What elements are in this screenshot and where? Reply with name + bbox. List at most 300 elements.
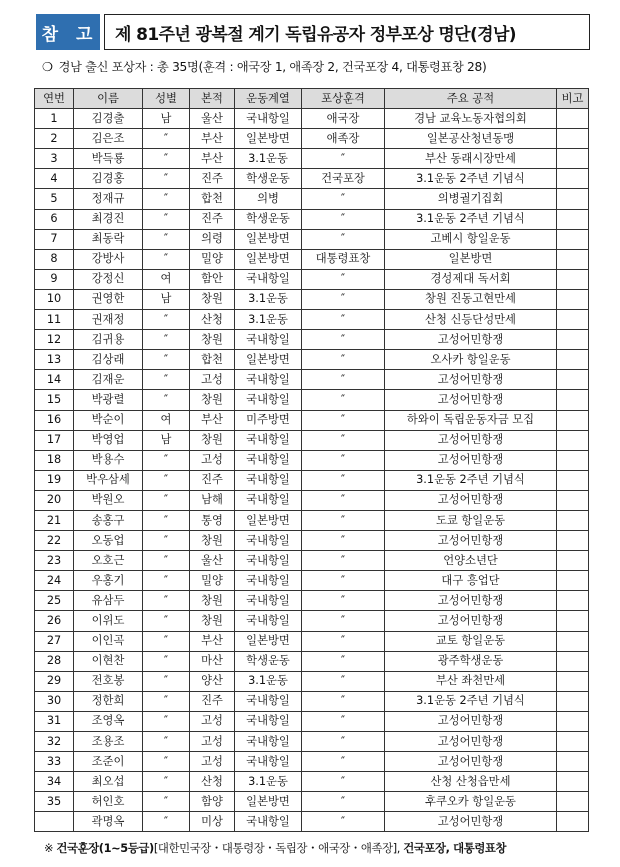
cell-origin: 진주 <box>190 691 235 711</box>
cell-name: 송홍구 <box>74 510 143 530</box>
cell-movement: 3.1운동 <box>235 310 302 330</box>
cell-award: ″ <box>302 732 385 752</box>
cell-number: 3 <box>35 149 74 169</box>
cell-achievement: 고성어민항쟁 <box>385 450 557 470</box>
cell-movement: 국내항일 <box>235 611 302 631</box>
table-row <box>35 229 589 249</box>
cell-remarks <box>557 350 589 370</box>
cell-number: 20 <box>35 490 74 510</box>
cell-movement: 국내항일 <box>235 269 302 289</box>
cell-award: ″ <box>302 812 385 832</box>
table-row <box>35 129 589 149</box>
cell-achievement: 의병궐기집회 <box>385 189 557 209</box>
cell-remarks <box>557 289 589 309</box>
cell-origin: 부산 <box>190 129 235 149</box>
cell-gender: ″ <box>143 711 190 731</box>
cell-award: ″ <box>302 631 385 651</box>
cell-name: 박영업 <box>74 430 143 450</box>
award-footnote <box>44 840 614 856</box>
cell-gender: ″ <box>143 189 190 209</box>
cell-movement: 일본방면 <box>235 129 302 149</box>
cell-name: 이인곡 <box>74 631 143 651</box>
table-row <box>35 370 589 390</box>
table-row <box>35 450 589 470</box>
cell-origin: 창원 <box>190 289 235 309</box>
cell-remarks <box>557 631 589 651</box>
cell-name: 박용수 <box>74 450 143 470</box>
cell-award: ″ <box>302 209 385 229</box>
cell-gender: ″ <box>143 531 190 551</box>
cell-gender: ″ <box>143 510 190 530</box>
cell-gender: ″ <box>143 249 190 269</box>
cell-gender: ″ <box>143 370 190 390</box>
cell-origin: 창원 <box>190 611 235 631</box>
cell-origin: 부산 <box>190 149 235 169</box>
cell-origin: 함양 <box>190 792 235 812</box>
cell-name: 곽명옥 <box>74 812 143 832</box>
table-row <box>35 812 589 832</box>
table-row <box>35 691 589 711</box>
cell-movement: 국내항일 <box>235 591 302 611</box>
cell-gender: ″ <box>143 792 190 812</box>
cell-origin: 부산 <box>190 410 235 430</box>
cell-movement: 일본방면 <box>235 229 302 249</box>
cell-remarks <box>557 611 589 631</box>
cell-achievement: 고성어민항쟁 <box>385 390 557 410</box>
cell-gender: ″ <box>143 571 190 591</box>
cell-movement: 일본방면 <box>235 792 302 812</box>
cell-name: 조용조 <box>74 732 143 752</box>
cell-movement: 일본방면 <box>235 631 302 651</box>
cell-number <box>35 812 74 832</box>
cell-origin: 고성 <box>190 450 235 470</box>
cell-achievement: 대구 흥업단 <box>385 571 557 591</box>
cell-gender: ″ <box>143 310 190 330</box>
cell-number: 9 <box>35 269 74 289</box>
cell-number: 27 <box>35 631 74 651</box>
cell-number: 16 <box>35 410 74 430</box>
cell-remarks <box>557 651 589 671</box>
cell-award: 건국포장 <box>302 169 385 189</box>
table-row <box>35 510 589 530</box>
cell-origin: 밀양 <box>190 249 235 269</box>
cell-remarks <box>557 691 589 711</box>
cell-name: 박광렬 <box>74 390 143 410</box>
table-row <box>35 470 589 490</box>
cell-movement: 의병 <box>235 189 302 209</box>
col-header-number: 연번 <box>35 89 74 109</box>
table-row <box>35 289 589 309</box>
cell-origin: 진주 <box>190 169 235 189</box>
cell-number: 6 <box>35 209 74 229</box>
cell-remarks <box>557 510 589 530</box>
cell-award: ″ <box>302 330 385 350</box>
cell-name: 이위도 <box>74 611 143 631</box>
cell-origin: 고성 <box>190 732 235 752</box>
cell-achievement: 언양소년단 <box>385 551 557 571</box>
cell-award: ″ <box>302 470 385 490</box>
table-row <box>35 350 589 370</box>
cell-achievement: 하와이 독립운동자금 모집 <box>385 410 557 430</box>
cell-number: 8 <box>35 249 74 269</box>
cell-number: 2 <box>35 129 74 149</box>
cell-name: 최동락 <box>74 229 143 249</box>
cell-achievement: 고성어민항쟁 <box>385 812 557 832</box>
cell-name: 권영한 <box>74 289 143 309</box>
cell-number: 25 <box>35 591 74 611</box>
cell-remarks <box>557 310 589 330</box>
table-row <box>35 611 589 631</box>
cell-achievement: 고성어민항쟁 <box>385 611 557 631</box>
cell-award: ″ <box>302 430 385 450</box>
cell-remarks <box>557 410 589 430</box>
cell-name: 전호봉 <box>74 671 143 691</box>
table-row <box>35 631 589 651</box>
cell-movement: 국내항일 <box>235 732 302 752</box>
cell-name: 김상래 <box>74 350 143 370</box>
cell-award: ″ <box>302 410 385 430</box>
cell-gender: ″ <box>143 229 190 249</box>
table-body <box>35 109 589 832</box>
table-row <box>35 169 589 189</box>
cell-gender: ″ <box>143 169 190 189</box>
cell-remarks <box>557 792 589 812</box>
cell-name: 김경출 <box>74 109 143 129</box>
cell-remarks <box>557 752 589 772</box>
cell-number: 10 <box>35 289 74 309</box>
cell-movement: 국내항일 <box>235 711 302 731</box>
cell-movement: 3.1운동 <box>235 772 302 792</box>
cell-movement: 국내항일 <box>235 430 302 450</box>
table-row <box>35 269 589 289</box>
cell-movement: 국내항일 <box>235 812 302 832</box>
cell-award: ″ <box>302 531 385 551</box>
cell-origin: 산청 <box>190 310 235 330</box>
table-row <box>35 149 589 169</box>
cell-number: 26 <box>35 611 74 631</box>
cell-award: ″ <box>302 772 385 792</box>
cell-movement: 국내항일 <box>235 490 302 510</box>
cell-remarks <box>557 430 589 450</box>
cell-achievement: 산청 신등단성만세 <box>385 310 557 330</box>
footnote-bold-medals: 건국포장, 대통령표창 <box>403 841 507 855</box>
cell-movement: 국내항일 <box>235 531 302 551</box>
table-row <box>35 490 589 510</box>
cell-name: 정한희 <box>74 691 143 711</box>
cell-name: 김경홍 <box>74 169 143 189</box>
cell-name: 우홍기 <box>74 571 143 591</box>
cell-origin: 부산 <box>190 631 235 651</box>
cell-name: 조영옥 <box>74 711 143 731</box>
cell-achievement: 고성어민항쟁 <box>385 591 557 611</box>
cell-remarks <box>557 812 589 832</box>
cell-number: 29 <box>35 671 74 691</box>
cell-number: 18 <box>35 450 74 470</box>
footnote-mark: ※ <box>44 841 54 855</box>
table-row <box>35 732 589 752</box>
cell-remarks <box>557 129 589 149</box>
cell-movement: 3.1운동 <box>235 289 302 309</box>
table-row <box>35 209 589 229</box>
cell-remarks <box>557 330 589 350</box>
document-title: 제 81주년 광복절 계기 독립유공자 정부포상 명단(경남) <box>104 14 590 50</box>
cell-name: 이현찬 <box>74 651 143 671</box>
cell-movement: 학생운동 <box>235 209 302 229</box>
cell-origin: 진주 <box>190 470 235 490</box>
cell-origin: 창원 <box>190 390 235 410</box>
cell-number: 22 <box>35 531 74 551</box>
footnote-order-grades: [대한민국장・대통령장・독립장・애국장・애족장], <box>153 841 400 855</box>
cell-name: 김은조 <box>74 129 143 149</box>
cell-origin: 울산 <box>190 109 235 129</box>
cell-award: ″ <box>302 269 385 289</box>
cell-remarks <box>557 209 589 229</box>
cell-number: 24 <box>35 571 74 591</box>
cell-movement: 국내항일 <box>235 551 302 571</box>
cell-number: 31 <box>35 711 74 731</box>
cell-movement: 국내항일 <box>235 450 302 470</box>
table-row <box>35 109 589 129</box>
cell-gender: ″ <box>143 752 190 772</box>
table-row <box>35 671 589 691</box>
cell-number: 32 <box>35 732 74 752</box>
cell-gender: ″ <box>143 671 190 691</box>
col-header-origin: 본적 <box>190 89 235 109</box>
table-row <box>35 571 589 591</box>
cell-number: 33 <box>35 752 74 772</box>
cell-gender: ″ <box>143 390 190 410</box>
cell-gender: ″ <box>143 812 190 832</box>
col-header-movement: 운동계열 <box>235 89 302 109</box>
cell-origin: 진주 <box>190 209 235 229</box>
cell-number: 17 <box>35 430 74 450</box>
cell-gender: ″ <box>143 551 190 571</box>
cell-gender: ″ <box>143 330 190 350</box>
table-row <box>35 792 589 812</box>
cell-award: ″ <box>302 310 385 330</box>
cell-name: 정재규 <box>74 189 143 209</box>
cell-award: ″ <box>302 551 385 571</box>
cell-number: 1 <box>35 109 74 129</box>
cell-award: ″ <box>302 370 385 390</box>
cell-name: 허인호 <box>74 792 143 812</box>
cell-achievement: 고성어민항쟁 <box>385 370 557 390</box>
cell-award: ″ <box>302 490 385 510</box>
cell-origin: 창원 <box>190 330 235 350</box>
cell-award: ″ <box>302 350 385 370</box>
cell-movement: 3.1운동 <box>235 149 302 169</box>
cell-origin: 의령 <box>190 229 235 249</box>
cell-award: ″ <box>302 571 385 591</box>
cell-number: 28 <box>35 651 74 671</box>
cell-award: ″ <box>302 671 385 691</box>
cell-gender: ″ <box>143 350 190 370</box>
cell-origin: 밀양 <box>190 571 235 591</box>
cell-number: 30 <box>35 691 74 711</box>
cell-movement: 국내항일 <box>235 691 302 711</box>
cell-number: 21 <box>35 510 74 530</box>
cell-remarks <box>557 772 589 792</box>
cell-gender: ″ <box>143 129 190 149</box>
cell-award: ″ <box>302 289 385 309</box>
cell-number: 11 <box>35 310 74 330</box>
cell-name: 김재운 <box>74 370 143 390</box>
cell-award: ″ <box>302 149 385 169</box>
circle-bullet-icon: ❍ <box>42 60 53 74</box>
cell-remarks <box>557 551 589 571</box>
col-header-name: 이름 <box>74 89 143 109</box>
cell-gender: ″ <box>143 149 190 169</box>
cell-gender: 남 <box>143 430 190 450</box>
cell-award: 애국장 <box>302 109 385 129</box>
cell-achievement: 고베시 항일운동 <box>385 229 557 249</box>
cell-remarks <box>557 531 589 551</box>
cell-remarks <box>557 189 589 209</box>
table-row <box>35 591 589 611</box>
cell-gender: ″ <box>143 631 190 651</box>
cell-origin: 양산 <box>190 671 235 691</box>
cell-remarks <box>557 169 589 189</box>
cell-achievement: 고성어민항쟁 <box>385 430 557 450</box>
cell-gender: ″ <box>143 772 190 792</box>
cell-achievement: 경성제대 독서회 <box>385 269 557 289</box>
cell-achievement: 후쿠오카 항일운동 <box>385 792 557 812</box>
cell-origin: 창원 <box>190 531 235 551</box>
cell-gender: ″ <box>143 651 190 671</box>
cell-achievement: 경남 교육노동자협의회 <box>385 109 557 129</box>
table-row <box>35 711 589 731</box>
awardee-summary <box>42 58 602 75</box>
cell-remarks <box>557 571 589 591</box>
cell-number: 15 <box>35 390 74 410</box>
cell-achievement: 도쿄 항일운동 <box>385 510 557 530</box>
cell-origin: 합천 <box>190 350 235 370</box>
cell-gender: 여 <box>143 269 190 289</box>
cell-origin: 창원 <box>190 430 235 450</box>
cell-award: ″ <box>302 651 385 671</box>
cell-achievement: 3.1운동 2주년 기념식 <box>385 691 557 711</box>
cell-gender: 남 <box>143 289 190 309</box>
cell-origin: 고성 <box>190 370 235 390</box>
cell-origin: 통영 <box>190 510 235 530</box>
cell-origin: 합천 <box>190 189 235 209</box>
cell-movement: 일본방면 <box>235 249 302 269</box>
cell-achievement: 일본공산청년동맹 <box>385 129 557 149</box>
cell-number: 13 <box>35 350 74 370</box>
cell-movement: 학생운동 <box>235 651 302 671</box>
cell-name: 강방사 <box>74 249 143 269</box>
cell-movement: 국내항일 <box>235 330 302 350</box>
cell-number: 35 <box>35 792 74 812</box>
cell-remarks <box>557 732 589 752</box>
cell-movement: 일본방면 <box>235 350 302 370</box>
table-row <box>35 189 589 209</box>
cell-movement: 일본방면 <box>235 510 302 530</box>
cell-name: 오호근 <box>74 551 143 571</box>
table-row <box>35 651 589 671</box>
table-row <box>35 752 589 772</box>
cell-origin: 고성 <box>190 711 235 731</box>
cell-achievement: 고성어민항쟁 <box>385 490 557 510</box>
summary-text: 경남 출신 포상자 : 총 35명(훈격 : 애국장 1, 애족장 2, 건국포장 4, 대통령표창 28) <box>58 60 487 74</box>
cell-name: 오동업 <box>74 531 143 551</box>
cell-achievement: 고성어민항쟁 <box>385 330 557 350</box>
cell-name: 박순이 <box>74 410 143 430</box>
cell-award: ″ <box>302 189 385 209</box>
cell-name: 박원오 <box>74 490 143 510</box>
cell-origin: 창원 <box>190 591 235 611</box>
cell-achievement: 산청 산청읍만세 <box>385 772 557 792</box>
cell-origin: 산청 <box>190 772 235 792</box>
cell-movement: 국내항일 <box>235 752 302 772</box>
cell-achievement: 부산 동래시장만세 <box>385 149 557 169</box>
cell-achievement: 광주학생운동 <box>385 651 557 671</box>
cell-name: 유삼두 <box>74 591 143 611</box>
cell-movement: 국내항일 <box>235 109 302 129</box>
table-row <box>35 551 589 571</box>
cell-name: 조준이 <box>74 752 143 772</box>
cell-number: 5 <box>35 189 74 209</box>
cell-gender: ″ <box>143 470 190 490</box>
cell-origin: 울산 <box>190 551 235 571</box>
cell-number: 14 <box>35 370 74 390</box>
cell-remarks <box>557 269 589 289</box>
table-header-row <box>35 89 589 109</box>
cell-number: 34 <box>35 772 74 792</box>
cell-remarks <box>557 109 589 129</box>
cell-award: ″ <box>302 229 385 249</box>
awardee-table <box>34 88 589 832</box>
cell-award: ″ <box>302 591 385 611</box>
cell-remarks <box>557 249 589 269</box>
cell-gender: ″ <box>143 450 190 470</box>
cell-award: 대통령표창 <box>302 249 385 269</box>
cell-name: 박우삼세 <box>74 470 143 490</box>
cell-achievement: 고성어민항쟁 <box>385 531 557 551</box>
cell-movement: 국내항일 <box>235 470 302 490</box>
cell-remarks <box>557 671 589 691</box>
cell-achievement: 3.1운동 2주년 기념식 <box>385 209 557 229</box>
cell-remarks <box>557 470 589 490</box>
cell-origin: 함안 <box>190 269 235 289</box>
cell-gender: 남 <box>143 109 190 129</box>
cell-number: 7 <box>35 229 74 249</box>
table-row <box>35 531 589 551</box>
cell-number: 12 <box>35 330 74 350</box>
cell-movement: 국내항일 <box>235 390 302 410</box>
cell-achievement: 창원 진동고현만세 <box>385 289 557 309</box>
cell-gender: ″ <box>143 611 190 631</box>
cell-award: ″ <box>302 792 385 812</box>
cell-name: 권재정 <box>74 310 143 330</box>
cell-remarks <box>557 450 589 470</box>
cell-award: ″ <box>302 711 385 731</box>
cell-movement: 미주방면 <box>235 410 302 430</box>
cell-award: 애족장 <box>302 129 385 149</box>
table-row <box>35 330 589 350</box>
cell-number: 19 <box>35 470 74 490</box>
cell-name: 최경진 <box>74 209 143 229</box>
cell-award: ″ <box>302 611 385 631</box>
table-row <box>35 390 589 410</box>
table-row <box>35 410 589 430</box>
cell-number: 23 <box>35 551 74 571</box>
cell-award: ″ <box>302 752 385 772</box>
cell-origin: 남해 <box>190 490 235 510</box>
cell-achievement: 3.1운동 2주년 기념식 <box>385 470 557 490</box>
cell-name: 박득룡 <box>74 149 143 169</box>
cell-gender: ″ <box>143 490 190 510</box>
